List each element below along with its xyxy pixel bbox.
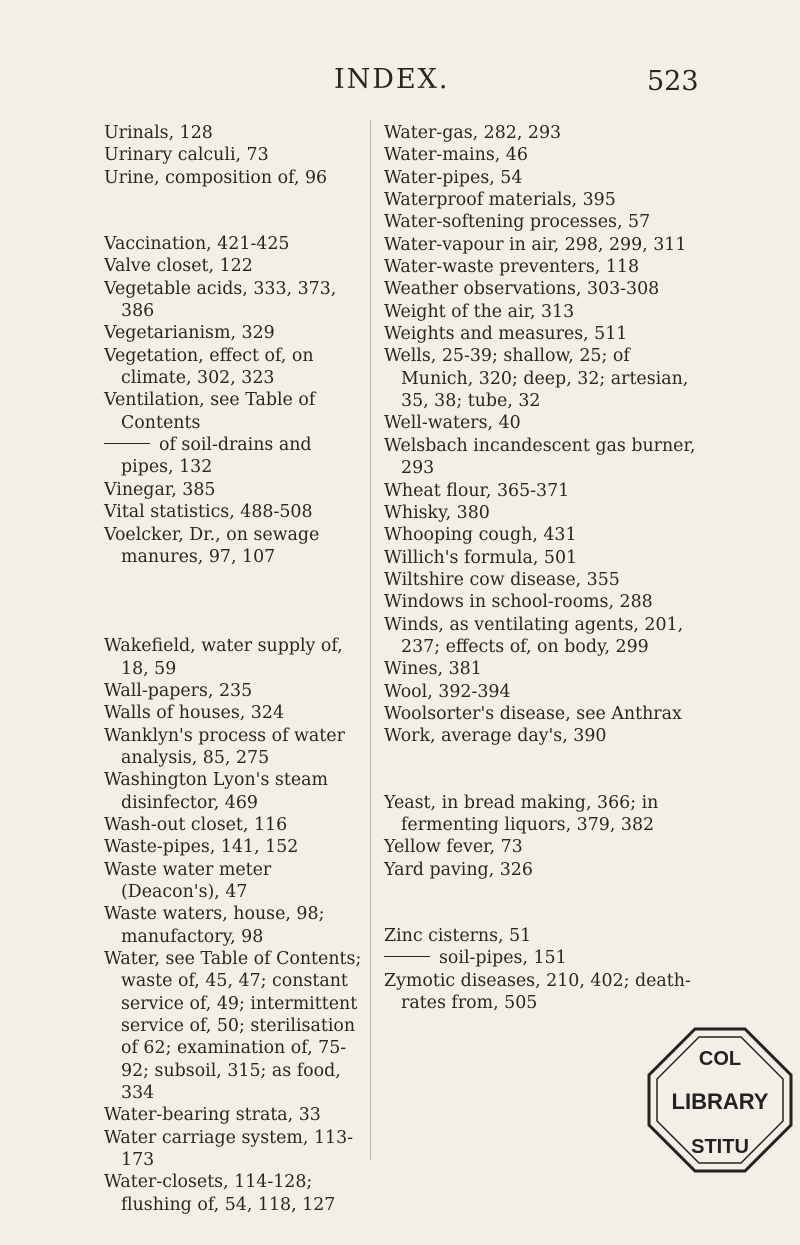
index-subentry-text: soil-pipes, 151 — [439, 948, 567, 969]
index-entry: Walls of houses, 324 — [104, 703, 285, 724]
index-entry: Wiltshire cow disease, 355 — [384, 569, 620, 590]
stamp-bottom-text: STITU — [691, 1136, 749, 1158]
index-entry: Water-mains, 46 — [384, 145, 528, 166]
index-entry: Yard paving, 326 — [384, 859, 533, 880]
index-entry: Water-waste preventers, 118 — [384, 257, 640, 278]
index-entry: Water carriage system, 113-173 — [104, 1127, 354, 1171]
index-entry: Water-closets, 114-128; flushing of, 54, 118, 127 — [104, 1172, 336, 1215]
index-entry: Vegetation, effect of, on climate, 302, 323 — [104, 345, 314, 389]
index-entry: Water-softening processes, 57 — [384, 212, 651, 233]
index-entry: Work, average day's, 390 — [384, 726, 607, 747]
index-entry: Weather observations, 303-308 — [384, 279, 660, 300]
right-column — [384, 122, 706, 1014]
page-title: INDEX. — [334, 64, 450, 95]
stamp-middle-text: LIBRARY — [671, 1089, 769, 1114]
index-entry: Urinary calculi, 73 — [104, 145, 269, 166]
index-entry: Voelcker, Dr., on sewage manures, 97, 107 — [104, 524, 320, 567]
index-entry: Vinegar, 385 — [104, 479, 216, 500]
stamp-graphic — [645, 1025, 795, 1175]
index-entry: Yeast, in bread making, 366; in fermenting liquors, 379, 382 — [384, 792, 659, 835]
library-stamp — [645, 1025, 795, 1175]
index-entry: Woolsorter's disease, see Anthrax — [384, 703, 682, 724]
index-entry: Waste waters, house, 98; manufactory, 98 — [104, 904, 325, 947]
left-column — [104, 122, 366, 1216]
index-entry: Urine, composition of, 96 — [104, 167, 328, 188]
ditto-dash — [384, 956, 430, 957]
index-entry: Waste water meter (Deacon's), 47 — [104, 859, 272, 902]
index-entry: Vaccination, 421-425 — [104, 234, 290, 255]
index-entry: Whisky, 380 — [384, 502, 490, 523]
index-entry: Valve closet, 122 — [104, 256, 253, 277]
index-entry: Wheat flour, 365-371 — [384, 480, 570, 501]
index-entry: Water-vapour in air, 298, 299, 311 — [384, 234, 687, 255]
index-entry: Urinals, 128 — [104, 123, 213, 143]
index-entry: Weight of the air, 313 — [384, 301, 575, 322]
index-entry: Wall-papers, 235 — [104, 680, 253, 701]
index-entry: Wash-out closet, 116 — [104, 814, 288, 835]
index-entry: Vital statistics, 488-508 — [104, 502, 313, 523]
index-subentry — [384, 947, 706, 969]
index-entry: Ventilation, see Table of Contents — [104, 390, 316, 433]
index-entry: Yellow fever, 73 — [384, 837, 523, 858]
index-entry: Water-gas, 282, 293 — [384, 123, 562, 143]
index-entry: Weights and measures, 511 — [384, 324, 628, 345]
index-entry: Wanklyn's process of water analysis, 85, 275 — [104, 725, 345, 768]
index-entry: Wool, 392-394 — [384, 681, 511, 702]
index-entry: Willich's formula, 501 — [384, 547, 578, 568]
index-entry: Water-bearing strata, 33 — [104, 1105, 321, 1126]
index-entry: Vegetable acids, 333, 373, 386 — [104, 278, 337, 322]
index-entry: Well-waters, 40 — [384, 413, 521, 434]
index-subentry-text: of soil-drains and pipes, 132 — [121, 435, 312, 478]
column-divider — [370, 120, 371, 1160]
index-entry: Whooping cough, 431 — [384, 525, 577, 546]
index-entry: Waste-pipes, 141, 152 — [104, 837, 299, 858]
index-entry: Water, see Table of Contents; waste of, 45, 47; constant service of, 49; intermittent service of, 50; sterilisation of 62; examination of, 75-92; subsoil, 315; as food, 334 — [104, 949, 362, 1104]
index-entry: Zymotic diseases, 210, 402; death-rates from, 505 — [384, 970, 691, 1014]
index-entry: Waterproof materials, 395 — [384, 190, 616, 211]
index-entry: Windows in school-rooms, 288 — [384, 592, 653, 613]
page-header — [0, 64, 800, 114]
index-entry: Welsbach incandescent gas burner, 293 — [384, 435, 696, 479]
stamp-top-text: COL — [698, 1048, 742, 1070]
page-number: 523 — [647, 66, 699, 97]
index-subentry — [104, 434, 366, 479]
index-entry: Washington Lyon's steam disinfector, 469 — [104, 770, 328, 813]
index-entry: Zinc cisterns, 51 — [384, 926, 532, 946]
index-entry: Wines, 381 — [384, 659, 482, 680]
index-entry: Vegetarianism, 329 — [104, 323, 275, 344]
index-entry: Winds, as ventilating agents, 201, 237; effects of, on body, 299 — [384, 614, 684, 657]
ditto-dash — [104, 443, 150, 444]
index-entry: Wells, 25-39; shallow, 25; of Munich, 320; deep, 32; artesian, 35, 38; tube, 32 — [384, 346, 689, 412]
index-entry: Wakefield, water supply of, 18, 59 — [104, 636, 343, 679]
index-entry: Water-pipes, 54 — [384, 167, 523, 188]
